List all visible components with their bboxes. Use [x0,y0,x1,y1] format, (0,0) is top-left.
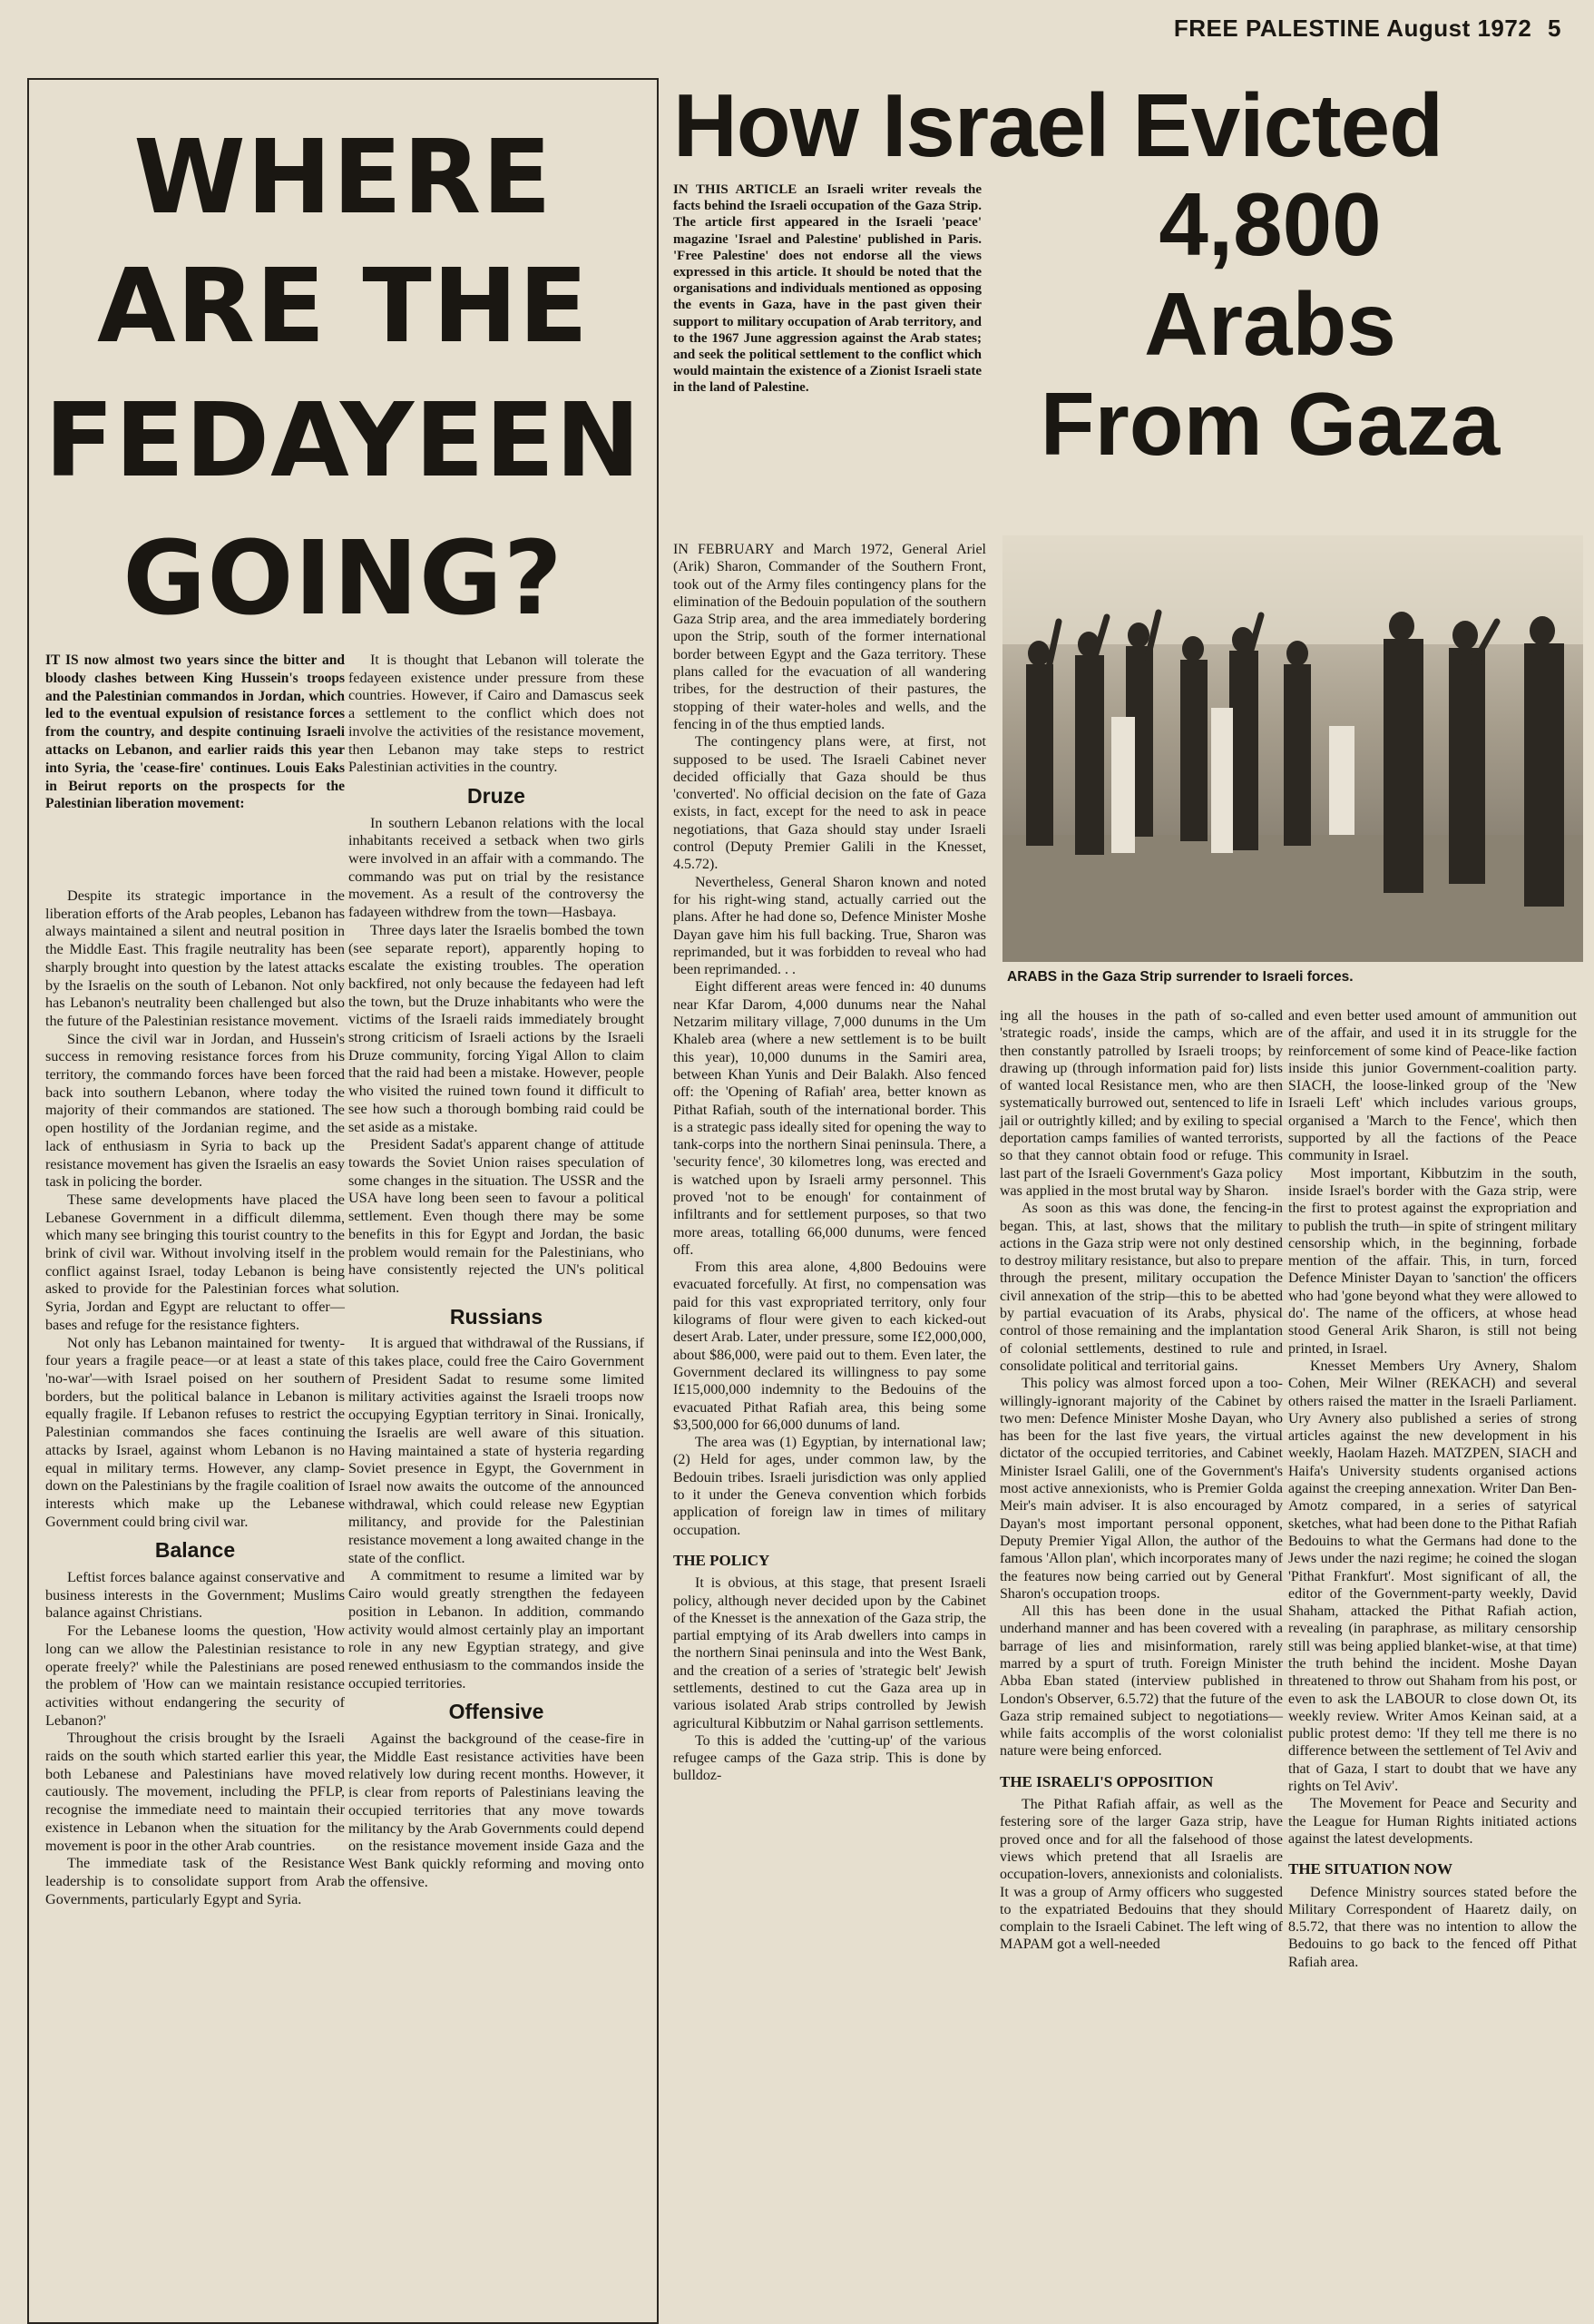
publication-name: FREE PALESTINE August 1972 [1173,15,1532,42]
paragraph: As soon as this was done, the fencing-in began. This, at last, shows that the military actions in the Gaza strip were not only destined to destroy military resistance, but also to prepare through the present, military occupation the civil annexation of the strip—this to be abetted by partial evacuation of its Arabs, physical control of those remaining and the implantation of colonial settlements, destined to rule and consolidate political and territorial gains. [1000,1201,1283,1374]
subhead-druze: Druze [467,783,525,808]
paragraph: This policy was almost forced upon a too-willingly-ignorant majority of the Cabinet by two men: Defence Minister Moshe Dayan, who has been for the last five years, the virtual dictator of the occupied territories, and Cabinet Minister Israel Galili, one of the Government's most active annexionists, who is Premier Golda Meir's main adviser. It is also encouraged by Dayan's most important personal opponent, Deputy Premier Yigal Allon, the author of the famous 'Allon plan', which incorporates many of the features now being carried out by General Sharon's occupation troops. [1000,1376,1283,1602]
paragraph: and even better used amount of ammunition out of the affair, and used it in its struggle for the reinforcement of some kind of Peace-like faction inside this junior Government-coalition party. SIACH, the loose-linked group of the 'New Israeli Left' which includes various groups, organised a 'March to the Fence', which then supported by all the factions of the Peace community in Israel. [1288,1008,1577,1164]
headline-line-3: Arabs [1144,274,1396,374]
right-column-3 [1288,1007,1577,1971]
title-line-2: ARE THE [96,248,590,366]
photo-caption: ARABS in the Gaza Strip surrender to Israeli forces. [1007,969,1354,985]
paragraph: ing all the houses in the path of so-called 'strategic roads', inside the camps, which are then constantly patrolled by Israeli troops; by drawing up (through information paid for) lists of wanted local Resistance men, who are then systematically burrowed out, sentenced to life in jail or outrightly killed; and by exiling to special deportation camps families of wanted terrorists, so that they cannot obtain food or refuge. This last part of the Israeli Government's Gaza policy was applied in the most brutal way by Sharon. [1000,1008,1283,1199]
paragraph: Eight different areas were fenced in: 40 dunums near Kfar Darom, 4,000 dunums near the Nahal Netzarim military village, 7,000 dunums in the Um Khaleb area (where a new settlement is to be built this year), 10,000 dunums in the Samiri area, between Khan Yunis and Deir Balakh. Also fenced off: the 'Opening of Rafiah' area, better known as Pithat Rafiah, south of the international border. This is a strategic pass ideally sited for opening the way to tank-corps into the northern Sinai peninsula. There, a 'security fence', 30 kilometres long, was erected and is watched upon by Israeli army personnel. This proved 'not to be enough' for containment of infiltrants and for settlement purposes, so that two more areas, totalling 66,000 dunums, were fenced off. [673,979,986,1258]
left-column-1 [45,887,345,1908]
paragraph: It is argued that withdrawal of the Russians, if this takes place, could free the Cairo Government of President Sadat to resume some limited military activities against the Israeli troops now occupying Egyptian territory in Sinai. Ironically, the Israelis are well aware of this situation. Having maintained a state of hysteria regarding Soviet presence in Egypt, the Government in Israel now awaits the outcome of the announced withdrawal, which could release new Egyptian militancy, and provide for the Palestinian resistance movement a long awaited change in the state of the conflict. [348,1335,644,1566]
headline-line-1: How Israel Evicted [673,75,1443,175]
paragraph: Most important, Kibbutzim in the south, inside Israel's border with the Gaza strip, were the first to protest against the expropriation and to publish the truth—in spite of stringent military censorship which, in the beginning, forbade mention of the affair. This, in turn, forced Defence Minister Dayan to 'sanction' the officers who had 'gone beyond what they were allowed to do'. The name of the officers, at whose head stood General Arik Sharon, is still not being printed, in Israel. [1288,1165,1577,1357]
right-column-1 [673,541,986,1785]
headline-line-4: From Gaza [1040,374,1501,474]
title-line-4: GOING? [122,520,563,638]
paragraph: To this is added the 'cutting-up' of the various refugee camps of the Gaza strip. This is done by bulldoz- [673,1732,986,1784]
paragraph: President Sadat's apparent change of attitude towards the Soviet Union raises speculation of some changes in the situation. The USSR and the USA have long been seen to favour a political settlement. Even though there may be some benefits in this for Egypt and Jordan, the basic problem would remain for the Palestinians, who have consistently rejected the UN's political solution. [348,1136,644,1296]
paragraph: The immediate task of the Resistance leadership is to consolidate support from Arab Governments, particularly Egypt and Syria. [45,1855,345,1907]
paragraph: Not only has Lebanon maintained for twenty-four years a fragile peace—or at least a state of 'no-war'—with Israel poised on her southern borders, but the political balance in Lebanon is equally fragile. If Lebanon refuses to restrict the Palestinian commandos she faces continuing attacks by Israel, against whom Lebanon is no equal in military terms. However, any clamp-down on the Palestinians by the fragile coalition of interests which make up the Lebanese Government could bring civil war. [45,1334,345,1530]
paragraph: Nevertheless, General Sharon known and noted for his right-wing stand, actually carried out the plans. After he had done so, Defence Minister Moshe Dayan gave him his full backing. True, Sharon was reprimanded, but it was forbidden to reveal who had been reprimanded. . . [673,874,986,978]
paragraph: The Pithat Rafiah affair, as well as the festering sore of the larger Gaza strip, have proved once and for all the falsehood of those views which pretend that all Israelis are occupation-lovers, annexionists and colonialists. It was a group of Army officers who suggested to the expatriated Bedouins that they should complain to the Israeli Cabinet. The left wing of MAPAM got a well-needed [1000,1797,1283,1953]
title-line-3: FEDAYEEN [44,382,641,500]
subhead-policy: THE POLICY [673,1551,770,1569]
paragraph: Since the civil war in Jordan, and Hussein's success in removing resistance forces from his territory, the commando forces have been forced back into southern Lebanon, where today the majority of their commandos are stationed. The open hostility of the Jordanian regime, and the lack of enthusiasm in Syria to back up the resistance movement has given the Israelis an easy task in policing the border. [45,1030,345,1191]
paragraph: Knesset Members Ury Avnery, Shalom Cohen, Meir Wilner (REKACH) and several others raised the matter in the Israeli Parliament. Ury Avnery also published a series of strong articles against the new development in his weekly, Haolam Hazeh. MATZPEN, SIACH and Haifa's University students organised actions against the creeping annexation. Writer Dan Ben-Amotz compared, in a series of satyrical sketches, what had been done to the Pithat Rafiah Bedouins to what the Germans had done to the Jews under the nazi regime; he coined the slogan 'Pithat Frankfurt'. Most significant of all, the editor of the Government-party weekly, David Shaham, attacked the Pithat Rafiah action, revealing (in paraphrase, as military censorship still was being applied blanket-wise, at that time) the truth behind the incident. Moshe Dayan threatened to throw out Shaham from his post, or even to ask the LABOUR to close down Ot, its weekly review. Writer Amos Keinan said, at a public protest demo: 'If they tell me there is no difference between the settlement of Tel Aviv and that of Gaza, I start to doubt that we have any rights on Tel Aviv'. [1288,1358,1577,1795]
paragraph: From this area alone, 4,800 Bedouins were evacuated forcefully. At first, no compensation was paid for this vast expropriated territory, only four kilograms of flour were given to each kicked-out desert Arab. Later, under pressure, some I£2,000,000, about $86,000, were paid out to them. Even later, the Government declared its willingness to pay some I£15,000,000 indemnity to the Bedouins of the evacuated Pithat Rafiah area, this being some $3,500,000 for 66,000 dunums of land. [673,1260,986,1433]
paragraph: These same developments have placed the Lebanese Government in a difficult dilemma, which many see bringing this tourist country to the brink of civil war. Without involving itself in the conflict against Israel, today Lebanon is being asked to provide for the Palestinian forces what Syria, Jordan and Egypt are reluctant to offer—bases and refuge for the resistance fighters. [45,1191,345,1333]
paragraph: Against the background of the cease-fire in the Middle East resistance activities have been relatively low during recent months. However, it is clear from reports of Palestinians leaving the occupied territories that any move towards militancy by the Arab Governments could depend on the resistance movement inside Gaza and the West Bank quickly reforming and moving onto the offensive. [348,1731,644,1890]
title-line-1: WHERE [133,119,553,237]
subhead-balance: Balance [154,1538,236,1563]
paragraph: A commitment to resume a limited war by Cairo would greatly strengthen the fedayeen position in Lebanon. In addition, commando activity would almost certainly play an important role in any new Egyptian strategy, and give renewed enthusiasm to the commandos inside the occupied territories. [348,1567,644,1692]
paragraph: The contingency plans were, at first, not supposed to be used. The Israeli Cabinet never decided officially that Gaza should be thus 'converted'. No official decision on the fate of Gaza exists, in fact, except for the need to ask in peace negotiations, that Gaza should stay under Israeli control (Deputy Premier Galili in the Knesset, 4.5.72). [673,734,986,873]
paragraph: Throughout the crisis brought by the Israeli raids on the south which started earlier this year, both Lebanese and Palestinians have moved cautiously. The movement, including the PFLP, recognise the immediate need to maintain their existence in Lebanon when the situation for the movement is poor in the other Arab countries. [45,1730,345,1854]
paragraph: Despite its strategic importance in the liberation efforts of the Arab peoples, Lebanon has always maintained a silent and neutral position in the Middle East. This fragile neutrality has been sharply brought into question by the latest attacks by the Israelis on the south of Lebanon. Not only has Lebanon's neutrality been challenged but also the future of the Palestinian resistance movement. [45,887,345,1029]
paragraph: Leftist forces balance against conservative and business interests in the Government; Muslims balance against Christians. [45,1569,345,1622]
paragraph: Defence Ministry sources stated before the Military Correspondent of Haaretz daily, on 8.5.72, that there was no intention to allow the Bedouins to go back to the fenced off Pithat Rafiah area. [1288,1884,1577,1970]
page-number: 5 [1548,15,1561,42]
paragraph: The Movement for Peace and Security and the League for Human Rights initiated actions against the latest developments. [1288,1796,1577,1847]
surrender-photo [1002,535,1583,962]
editor-note: IN THIS ARTICLE an Israeli writer reveals the facts behind the Israeli occupation of the Gaza Strip. The article first appeared in the Israeli 'peace' magazine 'Israel and Palestine' published in Paris. 'Free Palestine' does not endorse all the views expressed in this article. It should be noted that the organisations and individuals mentioned as opposing the events in Gaza, have in the past given their support to military occupation of Arab territory, and to the 1967 June aggression against the Arab states; and seek the political settlement to the conflict which would maintain the existence of a Zionist Israeli state in the land of Palestine. [673,182,982,396]
headline-numbers [998,174,1542,474]
page-header [1165,15,1561,43]
paragraph: It is obvious, at this stage, that present Israeli policy, although never decided upon by the Cabinet of the Knesset is the annexation of the Gaza strip, the partial emptying of its Arab dwellers into camps in the northern Sinai peninsula and into the West Bank, and the creation of a series of 'strategic belt' Jewish settlements, destined to cut the Gaza area up in various isolated Arab strips controlled by Jewish agricultural Kibbutzim or Nahal garrison settlements. [673,1575,986,1731]
paragraph: The area was (1) Egyptian, by international law; (2) Held for ages, under common law, by the Bedouin tribes. Israeli jurisdiction was only applied to it under the Geneva convention which forbids application of foreign law in times of military occupation. [673,1435,986,1538]
paragraph: It is thought that Lebanon will tolerate the fedayeen existence under pressure from these countries. However, if Cairo and Damascus seek a settlement to the conflict which does not involve the activities of the resistance movement, then Lebanon may take steps to restrict Palestinian activities in the country. [348,652,644,776]
photo-image [1002,535,1583,962]
paragraph: In southern Lebanon relations with the local inhabitants received a setback when two girls were involved in an affair with a commando. The commando was put on trial by the resistance movement. As a result of the controversy the fadayeen withdrew from the town—Hasbaya. [348,814,644,921]
subhead-situation: THE SITUATION NOW [1288,1860,1453,1878]
paragraph: IN FEBRUARY and March 1972, General Ariel (Arik) Sharon, Commander of the Southern Front, took out of the Army files contingency plans for the elimination of the Bedouin population of the southern Gaza Strip area, and the area immediately bordering upon the Strip, south of the former international border between Egypt and the Gaza territory. These plans called for the evacuation of all wandering tribes, for the destruction of their pastures, the stopping of their water-holes and wells, and the fencing in of the thus emptied lands. [673,542,986,732]
headline-line-2: 4,800 [1159,174,1382,274]
paragraph: Three days later the Israelis bombed the town (see separate report), apparently hoping to escalate the existing troubles. The operation backfired, not only because the fedayeen had left the town, but the Druze inhabitants who were the victims of the Israeli raids immediately brought strong criticism of Israeli actions by the Israeli Druze community, forcing Yigal Allon to claim that the raid had been a mistake. However, people who visited the ruined town found it difficult to see how such a thorough bombing raid could be set aside as a mistake. [348,921,644,1135]
fedayeen-article [27,78,659,2324]
article-intro: IT IS now almost two years since the bitter and bloody clashes between King Hussein's troops and the Palestinian commandos in Jordan, which led to the eventual expulsion of resistance forces from the country, and despite continuing Israeli attacks on Lebanon, and earlier raids this year into Syria, the 'cease-fire' continues. Louis Eaks in Beirut reports on the prospects for the Palestinian liberation movement: [45,652,345,812]
paragraph: All this has been done in the usual underhand manner and has been covered with a barrage of lies and misinformation, rarely marred by a spurt of truth. Foreign Minister Abba Eban stated (interview published in London's Observer, 6.5.72) that the future of the Gaza strip remained subject to negotiations—while faits accomplis of the worst colonialist nature were being enforced. [1000,1603,1283,1760]
right-column-2 [1000,1007,1283,1954]
left-column-2 [348,652,644,1891]
paragraph: For the Lebanese looms the question, 'How long can we allow the Palestinian resistance to operate freely?' while the Palestinians are posed the problem of 'How can we maintain resistance activities without endangering the security of Lebanon?' [45,1623,345,1729]
subhead-russians: Russians [449,1304,543,1329]
subhead-opposition: THE ISRAELI'S OPPOSITION [1000,1772,1214,1790]
subhead-offensive: Offensive [448,1700,544,1724]
